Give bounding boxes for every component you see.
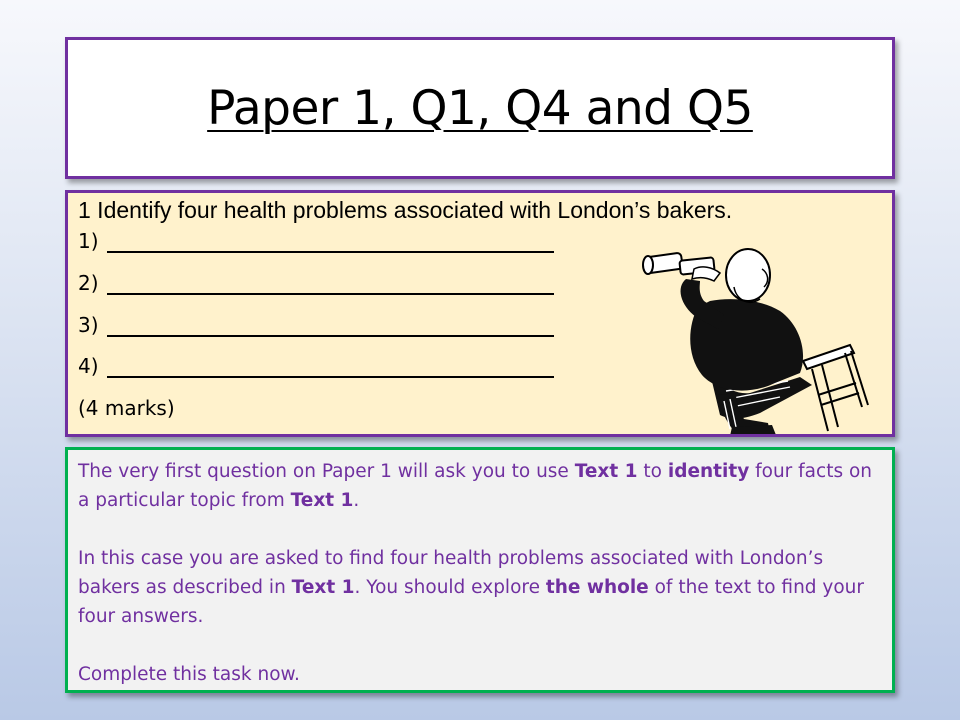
answer-number: 4) <box>78 354 99 378</box>
info-bold-text: the whole <box>545 577 649 598</box>
info-text: four facts on a particular topic from <box>78 461 873 511</box>
answer-line <box>78 354 554 378</box>
info-text: The very first question on Paper 1 will ask you to use <box>78 461 575 482</box>
answer-line <box>78 313 554 337</box>
answer-number: 1) <box>78 229 99 253</box>
info-bold-text: Text 1 <box>574 461 638 482</box>
answer-number: 2) <box>78 271 99 295</box>
info-bold-text: Text 1 <box>291 577 355 598</box>
info-bold-text: identity <box>667 461 750 482</box>
question-prompt: 1 Identify four health problems associated with London’s bakers. <box>78 197 733 223</box>
info-paragraph-2 <box>78 544 882 631</box>
info-text: . You should explore <box>354 577 546 598</box>
answer-blank <box>107 317 554 337</box>
info-bold-text: Text 1 <box>290 490 354 511</box>
answer-number: 3) <box>78 313 99 337</box>
man-with-binoculars-icon <box>640 245 870 437</box>
marks-label: (4 marks) <box>78 396 175 420</box>
page-title: Paper 1, Q1, Q4 and Q5 <box>207 80 753 136</box>
info-box <box>65 447 895 693</box>
info-text: to <box>637 461 668 482</box>
answer-blank <box>107 233 554 253</box>
answer-blank <box>107 275 554 295</box>
answer-line <box>78 271 554 295</box>
info-text: In this case you are asked to find four health problems associated with London’s bakers as described in <box>78 548 824 598</box>
info-paragraph-3: Complete this task now. <box>78 664 300 685</box>
answer-blank <box>107 358 554 378</box>
info-paragraph-1 <box>78 457 882 515</box>
question-box <box>65 190 895 437</box>
info-text: of the text to find your four answers. <box>78 577 865 627</box>
answer-line <box>78 229 554 253</box>
title-box <box>65 37 895 179</box>
info-text: . <box>353 490 360 511</box>
